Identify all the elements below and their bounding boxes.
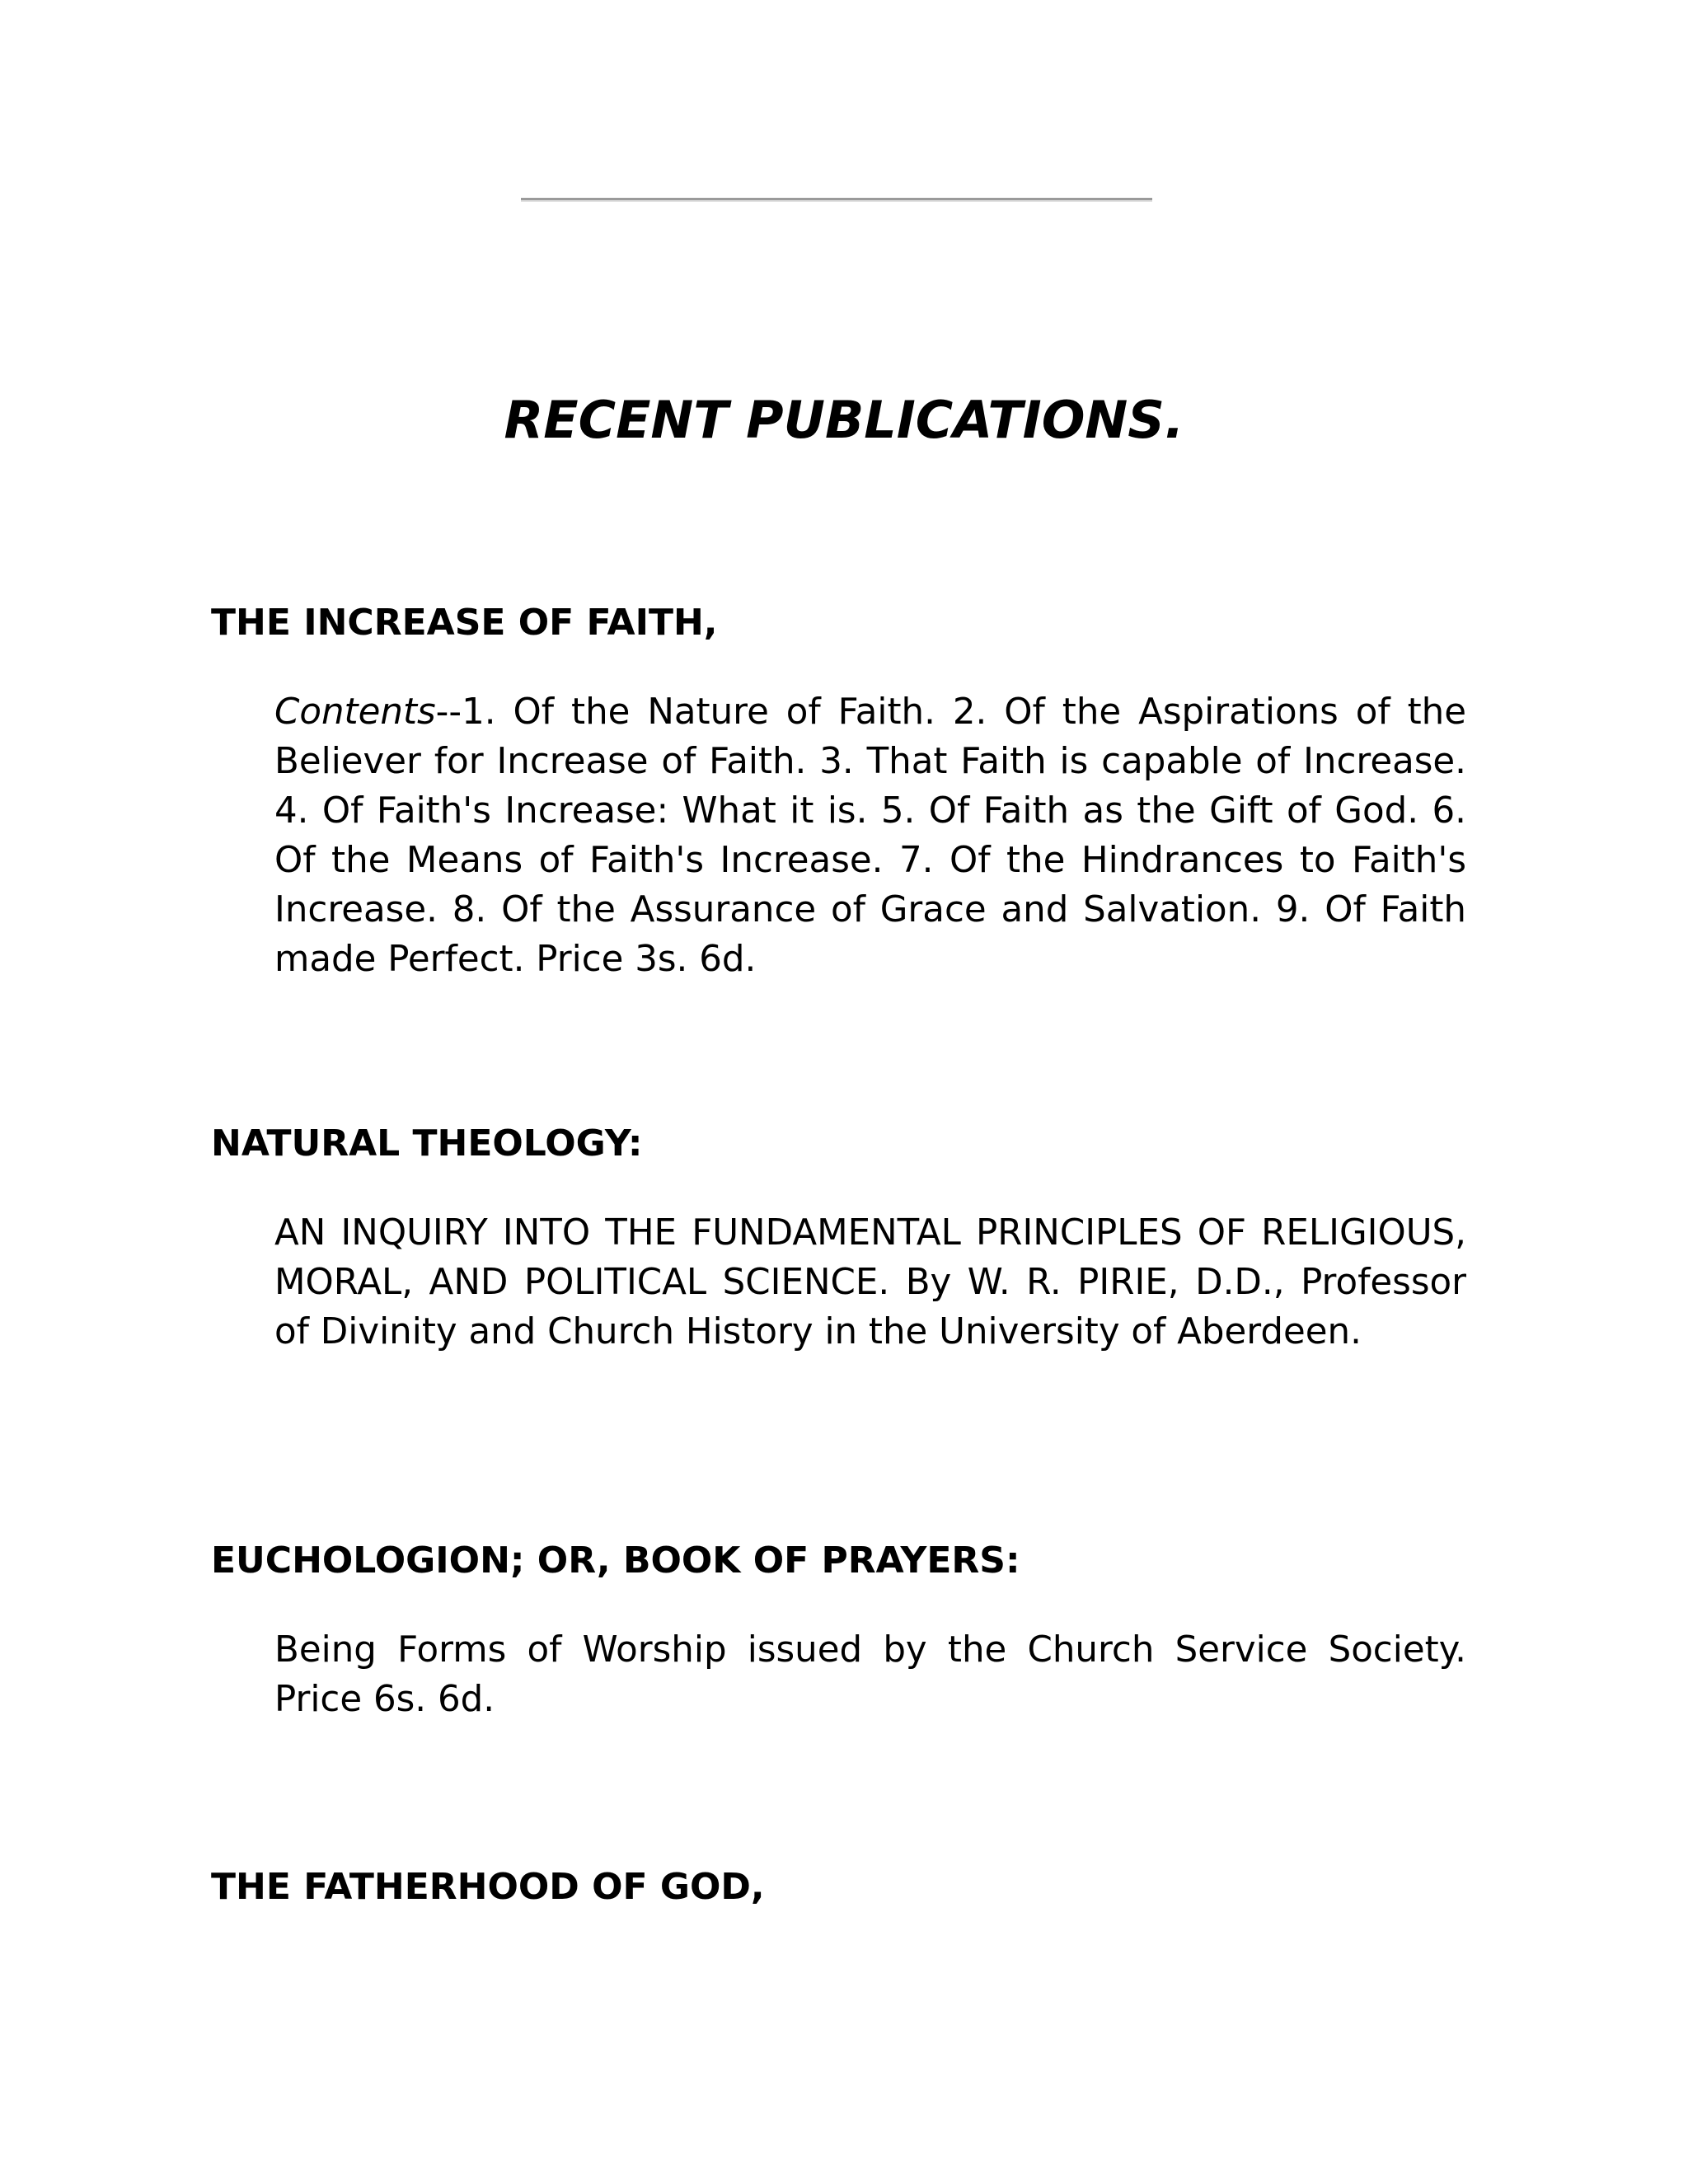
contents-text: --1. Of the Nature of Faith. 2. Of the Aspirations of the Believer for Increase of Faith. 3. That Faith is capable of Increase. 4. Of Faith's Increase: What it is. 5. Of Faith as the Gift of God. 6. Of the Means of Faith's Increase. 7. Of the Hindrances to Faith's Increase. 8. Of the Assurance of Grace and Salvation. 9. Of Faith made Perfect. Price 3s. 6d. <box>274 691 1466 980</box>
horizontal-rule <box>521 198 1152 202</box>
entry-description-increase-of-faith <box>274 687 1466 984</box>
entry-description-natural-theology: AN INQUIRY INTO THE FUNDAMENTAL PRINCIPLES OF RELIGIOUS, MORAL, AND POLITICAL SCIENCE. By W. R. PIRIE, D.D., Professor of Divinity and Church History in the University of Aberdeen. <box>274 1212 1466 1352</box>
entry-heading-natural-theology: NATURAL THEOLOGY: <box>211 1122 643 1165</box>
entry-heading-increase-of-faith: THE INCREASE OF FAITH, <box>211 602 718 644</box>
page-title: RECENT PUBLICATIONS. <box>504 390 1184 450</box>
entry-description-euchologion: Being Forms of Worship issued by the Church Service Society. Price 6s. 6d. <box>274 1629 1466 1720</box>
entry-heading-fatherhood-of-god: THE FATHERHOOD OF GOD, <box>211 1866 765 1908</box>
contents-label: Contents <box>274 691 436 733</box>
entry-heading-euchologion: EUCHOLOGION; OR, BOOK OF PRAYERS: <box>211 1540 1020 1582</box>
